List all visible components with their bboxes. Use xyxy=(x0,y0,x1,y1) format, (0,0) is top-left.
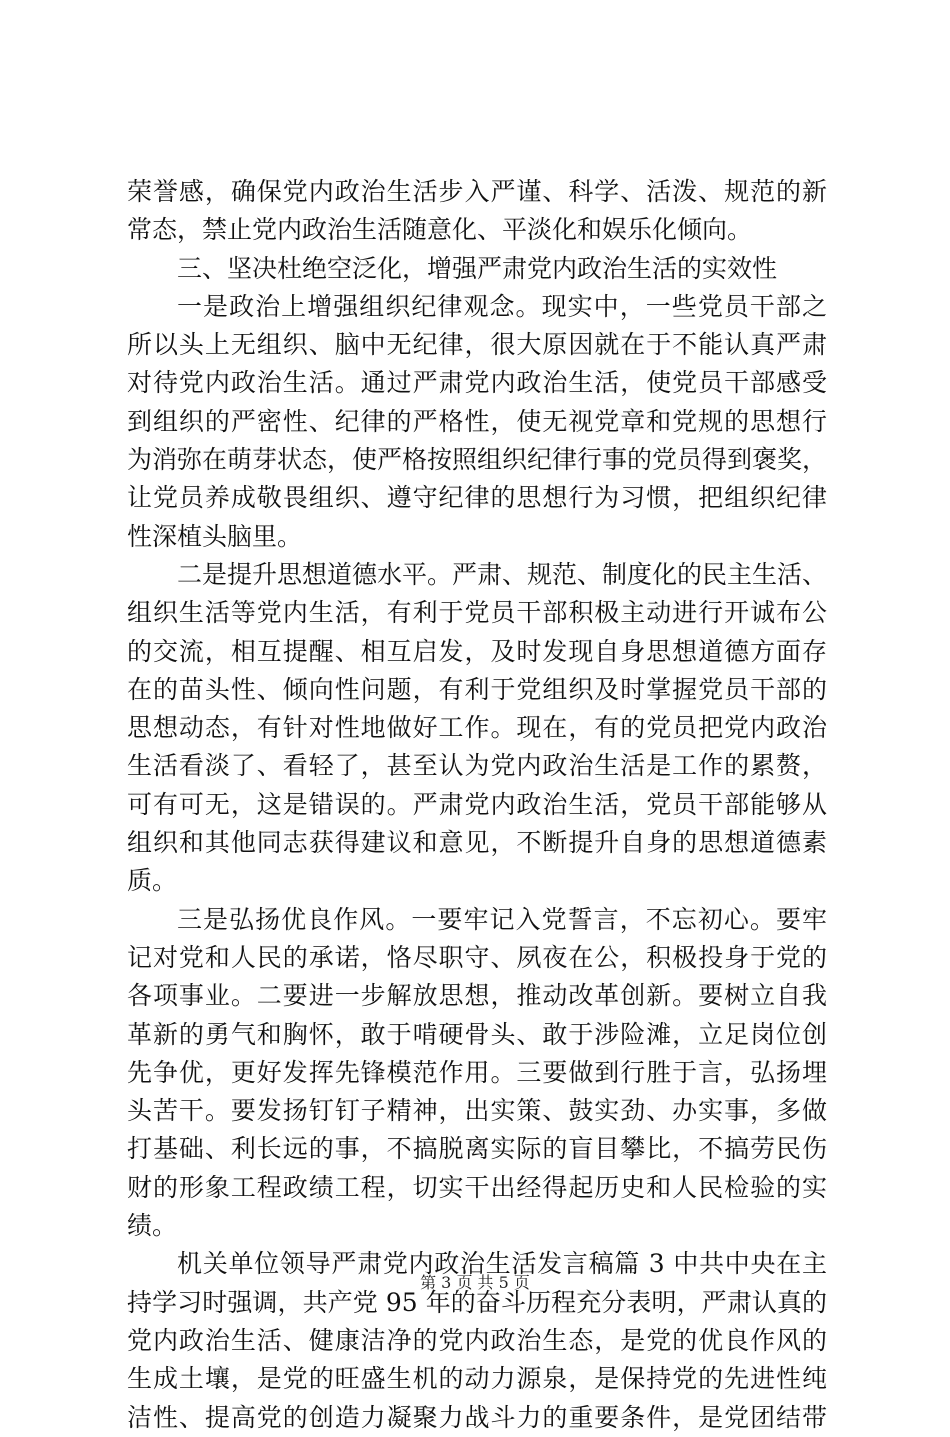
page-footer: 第 3 页 共 5 页 xyxy=(420,1273,530,1292)
text-line: 各项事业。二要进一步解放思想，推动改革创新。要树立自我 xyxy=(127,981,827,1011)
text-line: 的交流，相互提醒、相互启发，及时发现自身思想道德方面存 xyxy=(127,636,827,666)
text-line: 组织生活等党内生活，有利于党员干部积极主动进行开诚布公 xyxy=(127,598,827,628)
text-line: 二是提升思想道德水平。严肃、规范、制度化的民主生活、 xyxy=(177,559,828,589)
text-line: 可有可无，这是错误的。严肃党内政治生活，党员干部能够从 xyxy=(127,789,827,819)
document-body xyxy=(127,173,827,1437)
text-line: 思想动态，有针对性地做好工作。现在，有的党员把党内政治 xyxy=(127,713,827,743)
text-line: 三是弘扬优良作风。一要牢记入党誓言，不忘初心。要牢 xyxy=(177,904,827,934)
text-line: 质。 xyxy=(127,866,178,896)
text-line: 所以头上无组织、脑中无纪律，很大原因就在于不能认真严肃 xyxy=(127,330,827,360)
text-line: 革新的勇气和胸怀，敢于啃硬骨头、敢于涉险滩，立足岗位创 xyxy=(127,1019,827,1049)
text-line: 先争优，更好发挥先锋模范作用。三要做到行胜于言，弘扬埋 xyxy=(127,1057,827,1087)
text-line: 常态，禁止党内政治生活随意化、平淡化和娱乐化倾向。 xyxy=(127,215,753,245)
text-line: 为消弥在萌芽状态，使严格按照组织纪律行事的党员得到褒奖， xyxy=(127,445,828,475)
text-line: 绩。 xyxy=(127,1211,178,1241)
text-line: 党内政治生活、健康洁净的党内政治生态，是党的优良作风的 xyxy=(127,1325,827,1355)
text-line: 对待党内政治生活。通过严肃党内政治生活，使党员干部感受 xyxy=(127,368,827,398)
text-line: 三、坚决杜绝空泛化，增强严肃党内政治生活的实效性 xyxy=(177,253,778,283)
text-line: 组织和其他同志获得建议和意见，不断提升自身的思想道德素 xyxy=(127,828,827,858)
text-line: 洁性、提高党的创造力凝聚力战斗力的重要条件，是党团结带 xyxy=(127,1402,827,1432)
text-line: 在的苗头性、倾向性问题，有利于党组织及时掌握党员干部的 xyxy=(127,674,827,704)
text-line: 生成土壤，是党的旺盛生机的动力源泉，是保持党的先进性纯 xyxy=(127,1364,827,1394)
text-line: 打基础、利长远的事，不搞脱离实际的盲目攀比，不搞劳民伤 xyxy=(127,1134,827,1164)
text-line: 荣誉感，确保党内政治生活步入严谨、科学、活泼、规范的新 xyxy=(127,177,827,206)
text-line: 持学习时强调，共产党 95 年的奋斗历程充分表明，严肃认真的 xyxy=(127,1287,827,1317)
text-line: 生活看淡了、看轻了，甚至认为党内政治生活是工作的累赘， xyxy=(127,751,827,781)
text-line: 财的形象工程政绩工程，切实干出经得起历史和人民检验的实 xyxy=(127,1172,827,1202)
text-line: 性深植头脑里。 xyxy=(127,521,303,551)
text-line: 机关单位领导严肃党内政治生活发言稿篇 3 中共中央在主 xyxy=(177,1249,827,1279)
text-line: 到组织的严密性、纪律的严格性，使无视党章和党规的思想行 xyxy=(127,406,827,436)
text-line: 头苦干。要发扬钉钉子精神，出实策、鼓实劲、办实事，多做 xyxy=(127,1096,827,1126)
text-line: 让党员养成敬畏组织、遵守纪律的思想行为习惯，把组织纪律 xyxy=(127,483,827,513)
text-line: 记对党和人民的承诺，恪尽职守、夙夜在公，积极投身于党的 xyxy=(127,942,827,972)
text-line: 一是政治上增强组织纪律观念。现实中，一些党员干部之 xyxy=(177,291,827,321)
